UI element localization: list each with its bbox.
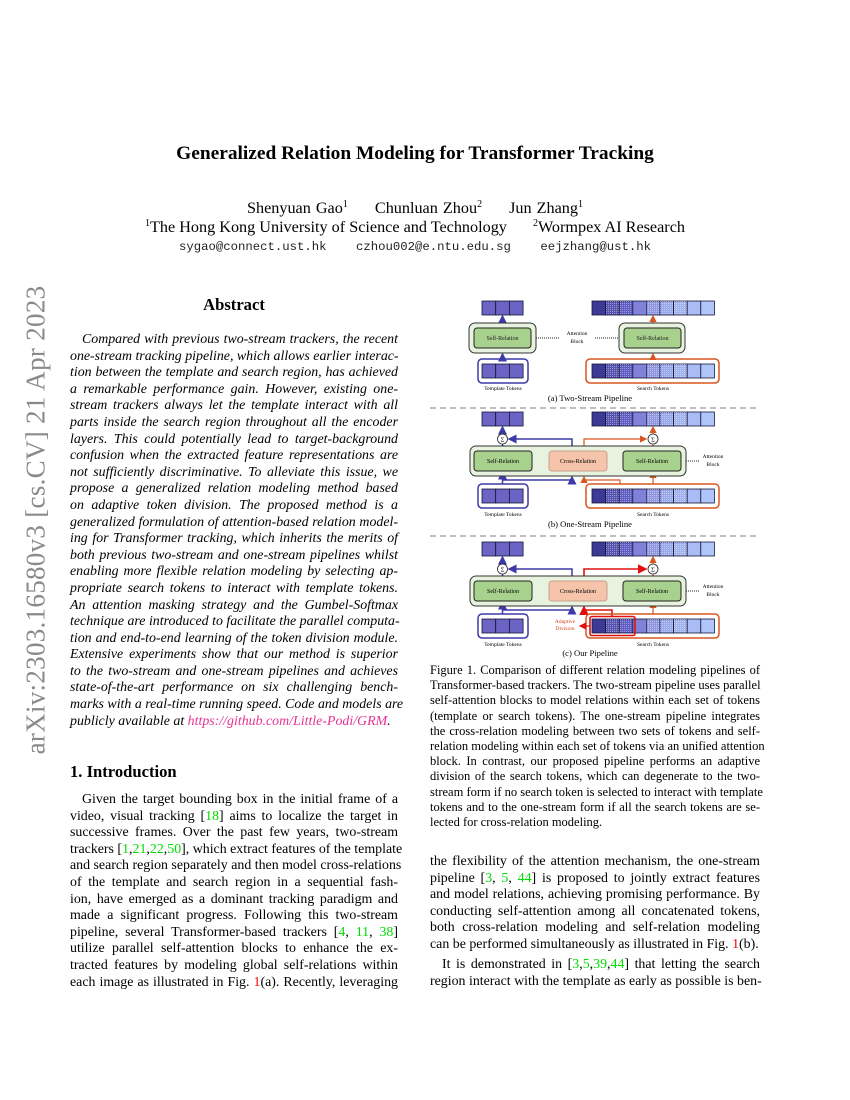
sigma-symbol: Σ <box>651 436 655 444</box>
text-line: a remarkable performance gain. However, existing one- <box>70 381 398 397</box>
citation-link[interactable]: 3 <box>485 870 493 886</box>
paragraph <box>430 663 765 830</box>
citation-link[interactable]: 21 <box>132 841 147 857</box>
introduction-heading: 1. Introduction <box>70 762 177 781</box>
attention-block-label: Block <box>706 592 720 598</box>
text-line: both cross-relation modeling and self-relation modeling <box>430 920 760 936</box>
sigma-symbol: Σ <box>500 436 505 444</box>
self-relation-label: Self-Relation <box>636 459 668 465</box>
text-line: on adaptive token division. The proposed method is a <box>70 497 398 513</box>
panel-b-one-stream <box>470 412 724 529</box>
abstract-body <box>70 332 404 730</box>
panel-caption: (a) Two-Stream Pipeline <box>547 393 633 403</box>
citation-link[interactable]: 5 <box>501 870 509 886</box>
template-output-tokens <box>482 412 523 426</box>
search-tokens-label: Search Tokens <box>636 642 670 648</box>
template-input-tokens <box>482 619 523 633</box>
adaptive-division-label: Division <box>555 626 575 632</box>
text-line: publicly available at https://github.com/Little-Podi/GRM. <box>70 713 391 729</box>
affiliation-name: The Hong Kong University of Science and Technology <box>150 218 507 236</box>
text-line: pipeline, several Transformer-based trackers [4, 11, 38] <box>70 924 398 940</box>
panel-a-two-stream <box>469 301 719 403</box>
citation-link[interactable]: 1 <box>122 841 130 857</box>
text-line: and search region separately and then model cross-relations <box>70 858 402 874</box>
self-relation-label: Self-Relation <box>636 336 669 342</box>
search-output-tokens <box>592 542 714 556</box>
citation-link[interactable]: 44 <box>517 870 532 886</box>
text-line: technique are introduced to facilitate the parallel computa- <box>70 614 400 630</box>
figure-1-caption <box>430 663 765 830</box>
template-input-tokens <box>482 364 523 378</box>
text-line: region interact with the template as early as possible is ben- <box>430 973 762 989</box>
text-line: propose a generalized relation modeling method based <box>70 481 398 497</box>
text-line: can be performed simultaneously as illustrated in Fig. 1(b). <box>430 936 759 952</box>
text-line: stream form if no search token is selected to interact with template <box>430 784 763 799</box>
text-line: state-of-the-art performance on six challenging bench- <box>70 680 398 696</box>
text-line: layers. This could potentially lead to target-background <box>70 431 398 447</box>
author-name: Shenyuan Gao <box>246 199 343 217</box>
template-output-tokens <box>482 542 523 556</box>
author-affiliation-mark: 1 <box>342 199 348 210</box>
email: eejzhang@ust.hk <box>540 240 652 254</box>
text-line: generalized formulation of attention-based relation model- <box>70 514 398 530</box>
template-input-tokens <box>482 489 523 503</box>
text-line: self-attention blocks to model relations within each set of tokens <box>430 693 760 708</box>
text-line: Compared with previous two-stream trackers, the recent <box>82 332 398 347</box>
text-line: successive frames. Over the past few years, two-stream <box>70 825 398 841</box>
figure-reference-link[interactable]: 1 <box>732 936 740 952</box>
text-line: not sufficiently discriminative. To alleviate this issue, we <box>70 464 398 480</box>
citation-link[interactable]: 18 <box>205 808 220 824</box>
attention-block-label: Attention <box>566 331 588 337</box>
introduction-body-right <box>430 854 760 990</box>
email: sygao@connect.ust.hk <box>178 240 327 254</box>
text-line: division of the search tokens, which can degenerate to the two- <box>430 769 760 784</box>
panel-c-our-pipeline <box>470 542 724 658</box>
paragraph <box>70 792 403 991</box>
text-line: pipeline [3, 5, 44] is proposed to jointly extract features <box>430 870 760 886</box>
text-line: the cross-relation modeling between two sets of tokens and self- <box>430 723 760 738</box>
text-line: confusion when the extracted feature representations are <box>70 448 398 464</box>
text-line: tion between the template and search region, has achieved <box>70 365 398 381</box>
sigma-symbol: Σ <box>651 566 655 574</box>
text-line: parts inside the search region throughout all the encoder <box>70 414 398 430</box>
affiliation-name: Wormpex AI Research <box>537 218 685 236</box>
abstract-heading: Abstract <box>203 295 265 314</box>
introduction-body-left <box>70 792 403 991</box>
affiliations <box>70 218 760 237</box>
text-line: stream trackers always let the template interact with all <box>70 398 398 414</box>
text-line: marks with a real-time running speed. Code and models are <box>70 697 404 713</box>
author-affiliation-mark: 1 <box>578 199 583 210</box>
citation-link[interactable]: 3 <box>572 957 580 973</box>
template-tokens-label: Template Tokens <box>484 386 522 392</box>
template-tokens-label: Template Tokens <box>484 642 522 648</box>
text-line: propriate search tokens to interact with template tokens. <box>70 580 398 596</box>
email: czhou002@e.ntu.edu.sg <box>355 240 511 254</box>
paragraph <box>430 854 760 954</box>
author-affiliation-mark: 2 <box>477 199 483 210</box>
search-input-tokens <box>592 364 714 378</box>
search-tokens-label: Search Tokens <box>636 512 670 518</box>
paragraph <box>430 957 760 990</box>
citation-link[interactable]: 39 <box>593 957 608 973</box>
text-line: of the template and search region in a sequential fash- <box>70 874 398 890</box>
template-output-tokens <box>482 301 523 315</box>
text-line: Extensive experiments show that our method is superior <box>70 647 398 663</box>
text-line: one-stream tracking pipeline, which allows earlier interac- <box>70 348 399 364</box>
text-line: trackers [1,21,22,50], which extract features of the template <box>70 841 403 857</box>
text-line: ion, have emerged as a dominant tracking paradigm and <box>70 891 398 907</box>
citation-link[interactable]: 44 <box>610 957 625 973</box>
search-input-tokens <box>592 619 714 633</box>
search-output-tokens <box>592 301 714 315</box>
search-output-tokens <box>592 412 714 426</box>
figure-reference-link[interactable]: 1 <box>253 974 261 990</box>
attention-block-label: Attention <box>702 584 724 590</box>
text-line: tracted features by modeling global self-relations within <box>70 957 398 973</box>
text-line: tokens and to the one-stream form if all the search tokens are se- <box>430 799 760 814</box>
panel-caption: (b) One-Stream Pipeline <box>547 519 633 529</box>
text-line: relation modeling within each set of tokens via an unified attention <box>430 738 765 753</box>
self-relation-label: Self-Relation <box>636 589 668 595</box>
template-tokens-label: Template Tokens <box>484 512 522 518</box>
text-line: Transformer-based trackers. The two-stream pipeline uses parallel <box>430 678 761 693</box>
cross-relation-label: Cross-Relation <box>560 459 596 465</box>
attention-block-label: Block <box>570 339 584 345</box>
text-line: (template or search tokens). The one-stream pipeline integrates <box>430 708 760 723</box>
cross-relation-label: Cross-Relation <box>560 589 596 595</box>
text-line: video, visual tracking [18] aims to localize the target in <box>70 808 398 824</box>
attention-block-label: Attention <box>702 454 724 460</box>
affiliation-number: 2 <box>532 218 538 229</box>
text-line: made a significant progress. Following this two-stream <box>70 908 398 924</box>
text-line: block. In contrast, our proposed pipeline performs an adaptive <box>430 754 760 769</box>
text-line: conducting self-attention among all concatenated tokens, <box>430 903 760 919</box>
author-list <box>70 199 760 218</box>
text-line: ing for Transformer tracking, which inherits the merits of <box>70 531 398 547</box>
text-line: Given the target bounding box in the initial frame of a <box>82 792 398 807</box>
text-line: tion and end-to-end learning of the token division module. <box>70 630 398 646</box>
text-line: An attention masking strategy and the Gumbel-Softmax <box>70 597 398 613</box>
figure-1-pipelines-diagram <box>430 288 760 660</box>
citation-link[interactable]: 5 <box>582 957 590 973</box>
paragraph <box>70 332 404 730</box>
search-input-tokens <box>592 489 714 503</box>
text-line: utilize parallel self-attention blocks to enhance the ex- <box>70 941 398 957</box>
text-line: and model relations, achieving promising performance. By <box>430 887 760 903</box>
self-relation-label: Self-Relation <box>487 589 519 595</box>
author-name: Chunluan Zhou <box>374 199 478 217</box>
panel-caption: (c) Our Pipeline <box>562 648 618 658</box>
text-line: lected for cross-relation modeling. <box>430 814 603 829</box>
text-line: both previous two-stream and one-stream pipelines whilst <box>70 547 398 563</box>
url-link[interactable]: https://github.com/Little-Podi/GRM <box>187 713 388 729</box>
search-tokens-label: Search Tokens <box>636 386 670 392</box>
citation-link[interactable]: 22 <box>149 841 164 857</box>
affiliation-number: 1 <box>145 218 151 229</box>
arxiv-side-stamp: arXiv:2303.16580v3 [cs.CV] 21 Apr 2023 <box>20 285 51 755</box>
emails <box>70 240 760 254</box>
citation-link[interactable]: 11 <box>355 924 370 940</box>
sigma-symbol: Σ <box>500 566 505 574</box>
text-line: It is demonstrated in [3,5,39,44] that letting the search <box>442 957 761 973</box>
text-line: enabling more flexible relation modeling by selecting ap- <box>70 564 398 580</box>
self-relation-label: Self-Relation <box>486 336 519 342</box>
text-line: each image as illustrated in Fig. 1(a). Recently, leveraging <box>70 974 398 990</box>
self-relation-label: Self-Relation <box>487 459 519 465</box>
paper-title: Generalized Relation Modeling for Transformer Tracking <box>176 143 654 164</box>
attention-block-label: Block <box>706 462 720 468</box>
citation-link[interactable]: 4 <box>338 924 346 940</box>
adaptive-division-label: Adaptive <box>554 619 576 625</box>
text-line: Figure 1. Comparison of different relation modeling pipelines of <box>430 663 760 677</box>
citation-link[interactable]: 50 <box>167 841 182 857</box>
text-line: to the two-stream and one-stream pipelines and achieves <box>70 663 398 679</box>
text-line: the flexibility of the attention mechanism, the one-stream <box>430 854 760 869</box>
citation-link[interactable]: 38 <box>379 924 394 940</box>
author-name: Jun Zhang <box>509 199 578 217</box>
